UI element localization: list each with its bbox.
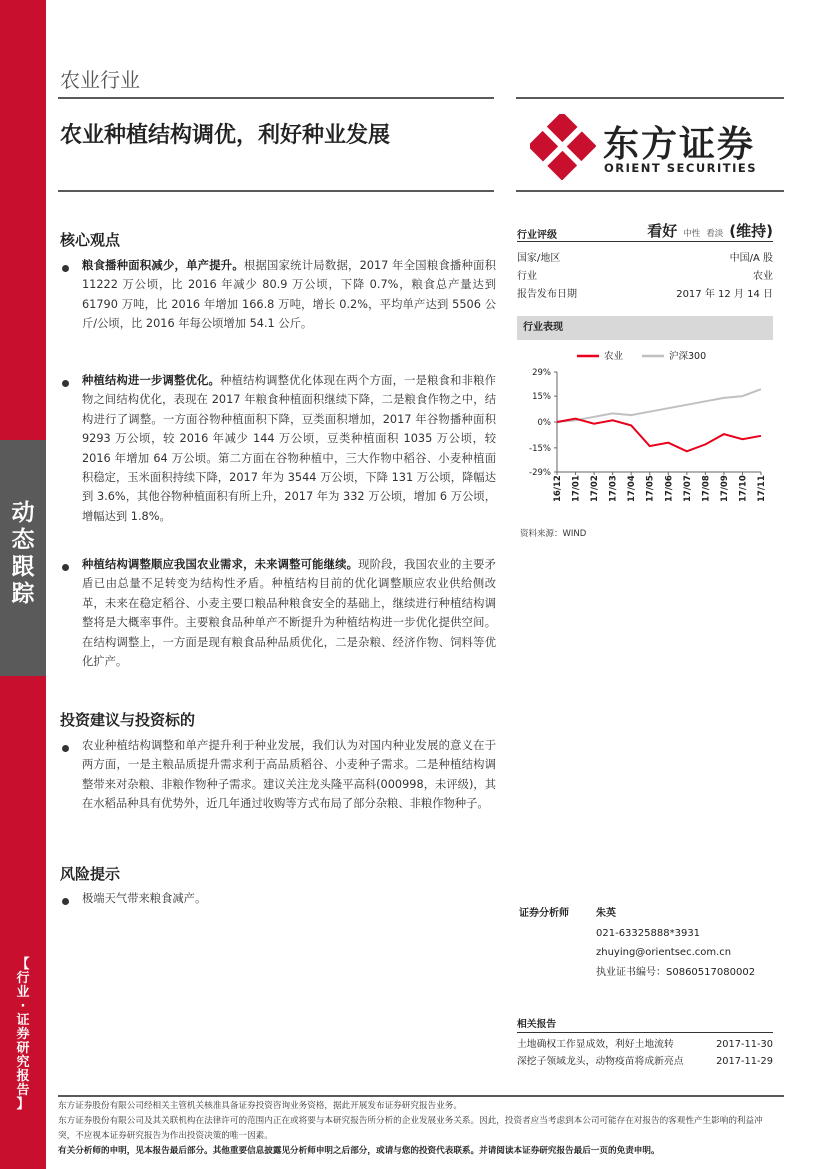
core-point-1-text: 根据国家统计局数据，2017 年全国粮食播种面积 11222 万公顷，比 2016 年减少 80.9 万公顷，下降 0.7%，粮食总产量达到 61790 万吨，比 2016 年增加 166.8 万吨，增长 0.2%，平均单产达到 5506 公斤/公顷，比 2016 年每公顷增加 54.1 公斤。 [82,259,496,331]
info-key: 行业 [517,271,537,282]
rating-selected: 看好 [647,222,678,240]
report-category-label [13,958,33,1112]
core-point-3-text: 现阶段，我国农业的主要矛盾已由总量不足转变为结构性矛盾。种植结构目前的优化调整顺应农业供给侧改革，未来在稳定稻谷、小麦主要口粮品种粮食安全的基础上，继续进行种植结构调整将是大概率事件。主要粮食品种单产不断提升为种植结构进一步优化提供空间。在结构调整上，一方面是现有粮食品种品质优化，二是杂粮、经济作物、饲料等优化扩产。 [82,558,496,669]
footer-disclaimer [58,1099,778,1159]
y-tick-label: 0% [537,418,551,428]
industry-performance-chart [517,342,773,522]
info-value: 2017 年 12 月 14 日 [676,289,773,300]
category-char: 研 [16,1041,30,1056]
related-reports [517,1016,773,1070]
rating-maintain: (维持) [729,222,773,240]
category-char: 券 [16,1027,30,1042]
doc-type-label [0,500,46,608]
info-row [517,246,773,264]
risk-heading: 风险提示 [60,865,121,883]
chart-header [517,316,773,340]
report-title: 农业种植结构调优，利好种业发展 [60,123,391,148]
x-tick-label: 17/07 [682,475,693,502]
bullet-icon [62,745,69,752]
analyst-email[interactable]: zhuying@orientsec.com.cn [596,947,732,958]
related-report-item[interactable] [517,1036,773,1053]
x-tick-label: 17/08 [701,475,712,502]
category-char: · [20,999,26,1014]
x-tick-label: 17/09 [719,475,730,502]
x-tick-label: 17/04 [627,475,638,502]
y-tick-label: 29% [532,368,551,378]
bullet-icon [62,898,69,905]
company-logo [530,114,758,184]
footer-line-3: 有关分析师的申明，见本报告最后部分。其他重要信息披露见分析师申明之后部分，或请与您的投资代表联系。并请阅读本证券研究报告最后一页的免责申明。 [58,1146,660,1156]
related-report-item[interactable] [517,1053,773,1070]
category-char: 业 [16,985,30,1000]
core-heading: 核心观点 [60,231,121,249]
x-tick-label: 17/05 [645,475,656,502]
info-value: 中国/A 股 [729,253,773,264]
x-tick-label: 17/02 [590,475,601,502]
x-tick-label: 17/06 [664,475,675,502]
sector-label: 农业行业 [60,68,140,92]
orient-logo-icon [530,114,596,180]
bullet-icon [62,380,69,387]
info-value: 农业 [753,271,773,282]
core-point-2-lead: 种植结构进一步调整优化。 [82,374,221,387]
doc-type-char: 踪 [11,581,35,607]
rating-options [647,220,773,241]
rating-label: 行业评级 [517,230,557,241]
core-point-1-lead: 粮食播种面积减少，单产提升。 [82,259,244,272]
bullet-icon [62,265,69,272]
info-key: 报告发布日期 [517,289,577,300]
footer-line-1: 东方证券股份有限公司经相关主管机关核准具备证券投资咨询业务资格，据此开展发布证券研究报告业务。 [58,1101,462,1111]
category-char: 【 [16,957,30,972]
logo-cn-text: 东方证券 [603,123,756,165]
category-char: 】 [16,1097,30,1112]
rating-row [517,219,773,242]
analyst-phone: 021-63325888*3931 [596,927,701,939]
bullet-icon [62,564,69,571]
rating-neutral: 中性 [683,229,701,239]
analyst-role: 证券分析师 [519,908,569,919]
y-tick-label: 15% [532,392,551,403]
y-tick-label: -29% [529,468,551,478]
category-char: 报 [16,1069,30,1084]
x-tick-label: 17/01 [571,475,582,502]
doc-type-char: 动 [11,500,35,526]
related-report-title: 深挖子领域龙头，动物疫苗将成新亮点 [517,1056,684,1067]
divider [516,190,784,192]
rating-bearish: 看淡 [706,229,724,239]
core-point-3 [82,555,496,671]
related-report-date: 2017-11-29 [716,1056,773,1067]
x-tick-label: 16/12 [553,475,563,502]
core-point-3-lead: 种植结构调整顺应我国农业需求，未来调整可能继续。 [82,558,359,571]
core-point-1 [82,256,496,334]
logo-en-text: ORIENT SECURITIES [604,161,758,175]
analyst-block [519,904,755,982]
divider [516,97,784,99]
related-report-title: 土地确权工作显成效，利好土地流转 [517,1039,674,1050]
series-line [557,419,761,452]
related-heading: 相关报告 [517,1016,773,1033]
x-tick-label: 17/03 [608,475,619,502]
x-tick-label: 17/11 [757,475,767,502]
chart-title: 行业表现 [523,322,563,333]
core-point-2 [82,371,496,526]
rating-table [517,219,773,300]
related-report-date: 2017-11-30 [716,1039,773,1050]
info-row [517,282,773,300]
series-line [557,389,761,422]
category-char: 行 [16,971,30,986]
info-key: 国家/地区 [517,253,561,264]
category-char: 究 [16,1055,30,1070]
footer-line-2: 东方证券股份有限公司及其关联机构在法律许可的范围内正在或将要与本研究报告所分析的企业发展业务关系。因此，投资者应当考虑到本公司可能存在对报告的客观性产生影响的利益冲突，不应视本证券研究报告为作出投资决策的唯一因素。 [58,1116,763,1141]
divider [58,190,494,192]
footer-divider [58,1095,784,1097]
invest-heading: 投资建议与投资标的 [60,711,196,729]
x-tick-label: 17/10 [738,475,749,502]
doc-type-char: 跟 [11,554,35,580]
category-char: 证 [16,1013,30,1028]
analyst-cert: 执业证书编号：S0860517080002 [596,966,756,978]
core-point-2-text: 种植结构调整优化体现在两个方面，一是粮食和非粮作物之间结构优化，表现在 2017 年粮食种植面积继续下降，二是粮食作物之中，结构进行了调整。一方面谷物种植面积下降，豆类面积增加，2017 年谷物播种面积 9293 万公顷，较 2016 年减少 144 万公顷，豆类种植面积 1035 万公顷，较 2016 年增加 64 万公顷。第二方面在谷物种植中，三大作物中稻谷、小麦种植面积稳定，玉米面积持续下降，2017 年为 3544 万公顷，下降 131 万公顷，降幅达到 3.6%，其他谷物种植面积有所上升，2017 年为 332 万公顷，增加 6 万公顷，增幅达到 1.8%。 [82,374,496,523]
info-row [517,264,773,282]
invest-text: 农业种植结构调整和单产提升利于种业发展，我们认为对国内种业发展的意义在于两方面，一是主粮品质提升需求利于高品质稻谷、小麦种子需求。二是种植结构调整带来对杂粮、非粮作物种子需求。建议关注龙头隆平高科(000998，未评级)，其在水稻品种具有优势外，近几年通过收购等方式布局了部分杂粮、非粮作物种子。 [82,739,496,811]
risk-text: 极端天气带来粮食减产。 [82,892,207,905]
legend-label: 沪深300 [669,351,707,362]
doc-type-char: 态 [11,527,35,553]
y-tick-label: -15% [529,443,551,454]
analyst-name: 朱英 [596,908,616,919]
divider [58,97,494,99]
legend-label: 农业 [604,351,624,362]
category-char: 告 [16,1083,30,1098]
chart-source: 资料来源：WIND [520,529,587,539]
